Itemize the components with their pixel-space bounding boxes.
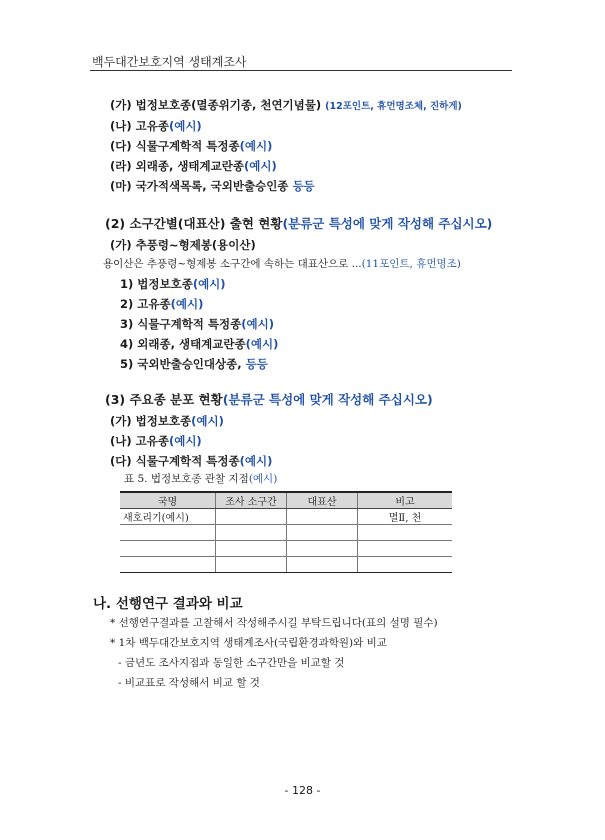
table-cell xyxy=(358,557,453,573)
s1-item-1-note: (12포인트, 휴먼명조체, 진하게) xyxy=(325,101,462,112)
s3-item-2-note: (예시) xyxy=(168,434,202,448)
s2-item-3-label: 3) 식물구계학적 특정종 xyxy=(120,317,242,331)
s1-item-5-label: (마) 국가적색목록, 국외반출승인종 xyxy=(110,179,289,193)
observation-table xyxy=(120,491,452,573)
s1-item-3-note: (예시) xyxy=(239,139,273,153)
s2-heading-note: (분류군 특성에 맞게 작성해 주십시오) xyxy=(282,216,493,231)
s1-item-4-label: (라) 외래종, 생태계교란종 xyxy=(110,159,244,173)
s2-item-2-label: 2) 고유종 xyxy=(120,297,171,311)
s4-heading: 나. 선행연구 결과와 비교 xyxy=(93,596,243,612)
s1-item-3-label: (다) 식물구계학적 특정종 xyxy=(110,139,240,153)
table-cell: 멸Ⅱ, 천 xyxy=(358,509,453,525)
s2-item-1-label: 1) 법정보호종 xyxy=(120,277,193,291)
s2-item-4-note: (예시) xyxy=(245,337,279,351)
s2-heading-text: (2) 소구간별(대표산) 출현 현황 xyxy=(105,216,283,231)
s3-item-1-label: (가) 법정보호종 xyxy=(110,414,192,428)
table-cell: 새호리기(예시) xyxy=(120,509,216,525)
table-caption-note: (예시) xyxy=(248,473,278,485)
s1-item-4 xyxy=(110,158,277,174)
s2-item-3-note: (예시) xyxy=(241,317,274,331)
table-row xyxy=(120,541,452,557)
s4-line-1: * 선행연구결과를 고찰해서 작성해주시길 부탁드립니다(표의 설명 필수) xyxy=(110,617,438,629)
s3-item-3-label: (다) 식물구계학적 특정종 xyxy=(110,454,240,468)
s1-item-2-label: (나) 고유종 xyxy=(110,119,169,133)
s3-item-2-label: (나) 고유종 xyxy=(110,434,169,448)
table-cell xyxy=(358,541,453,557)
s1-item-3 xyxy=(110,138,272,154)
s1-item-1 xyxy=(110,97,462,113)
s1-item-2 xyxy=(110,118,202,134)
s2-item-5-label: 5) 국외반출승인대상종, xyxy=(120,357,242,371)
s2-item-5-note: 등등 xyxy=(245,357,268,371)
s1-item-4-note: (예시) xyxy=(243,159,277,173)
table-caption-text: 표 5. 법정보호종 관찰 지점 xyxy=(124,473,249,485)
table-cell xyxy=(120,525,216,541)
table-caption xyxy=(124,471,277,486)
table-cell xyxy=(216,541,287,557)
table-row xyxy=(120,557,452,573)
running-header: 백두대간보호지역 생태계조사 xyxy=(92,55,247,69)
s2-desc xyxy=(103,256,461,271)
s2-sub: (가) 추풍령~형제봉(용이산) xyxy=(110,238,256,252)
s1-item-2-note: (예시) xyxy=(168,119,202,133)
s1-item-1-label: (가) 법정보호종(멸종위기종, 천연기념물) xyxy=(110,98,322,112)
s1-item-5 xyxy=(110,178,315,194)
s4-line-3: - 금년도 조사지점과 동일한 소구간만을 비교할 것 xyxy=(118,657,345,669)
table-cell xyxy=(120,541,216,557)
table-row xyxy=(120,525,452,541)
s2-item-2 xyxy=(120,296,203,312)
s3-item-1 xyxy=(110,413,224,429)
header-rule xyxy=(90,70,512,71)
s3-item-2 xyxy=(110,433,202,449)
s2-item-2-note: (예시) xyxy=(170,297,204,311)
col-header-mountain: 대표산 xyxy=(287,492,358,509)
s2-heading xyxy=(105,214,492,232)
table-cell xyxy=(120,557,216,573)
s2-item-1 xyxy=(120,276,226,292)
s4-line-4: - 비교표로 작성해서 비교 할 것 xyxy=(118,677,260,689)
page-number: - 128 - xyxy=(284,784,321,797)
table-cell xyxy=(287,509,358,525)
s3-heading-note: (분류군 특성에 맞게 작성해 주십시오) xyxy=(222,392,433,407)
col-header-name: 국명 xyxy=(120,492,216,509)
table-header-row xyxy=(120,492,452,509)
table-cell xyxy=(287,541,358,557)
s2-desc-note: (11포인트, 휴먼명조) xyxy=(361,258,461,270)
s2-item-4 xyxy=(120,336,278,352)
s3-item-3 xyxy=(110,453,272,469)
s3-item-1-note: (예시) xyxy=(191,414,224,428)
s2-item-5 xyxy=(120,356,268,372)
s3-heading xyxy=(105,390,433,408)
col-header-section: 조사 소구간 xyxy=(216,492,287,509)
s3-heading-text: (3) 주요종 분포 현황 xyxy=(105,392,223,407)
table-cell xyxy=(216,525,287,541)
s4-line-2: * 1차 백두대간보호지역 생태계조사(국립환경과학원)와 비교 xyxy=(110,637,387,649)
s1-item-5-note: 등등 xyxy=(292,179,315,193)
table-cell xyxy=(216,557,287,573)
col-header-remarks: 비고 xyxy=(358,492,453,509)
s3-item-3-note: (예시) xyxy=(239,454,273,468)
table-cell xyxy=(287,557,358,573)
s2-item-3 xyxy=(120,316,274,332)
table-cell xyxy=(287,525,358,541)
table-row xyxy=(120,509,452,525)
s2-item-4-label: 4) 외래종, 생태계교란종 xyxy=(120,337,246,351)
table-cell xyxy=(358,525,453,541)
s2-desc-text: 용이산은 추풍령~형제봉 소구간에 속하는 대표산으로 ... xyxy=(103,258,362,270)
table-cell xyxy=(216,509,287,525)
s2-item-1-note: (예시) xyxy=(192,277,226,291)
